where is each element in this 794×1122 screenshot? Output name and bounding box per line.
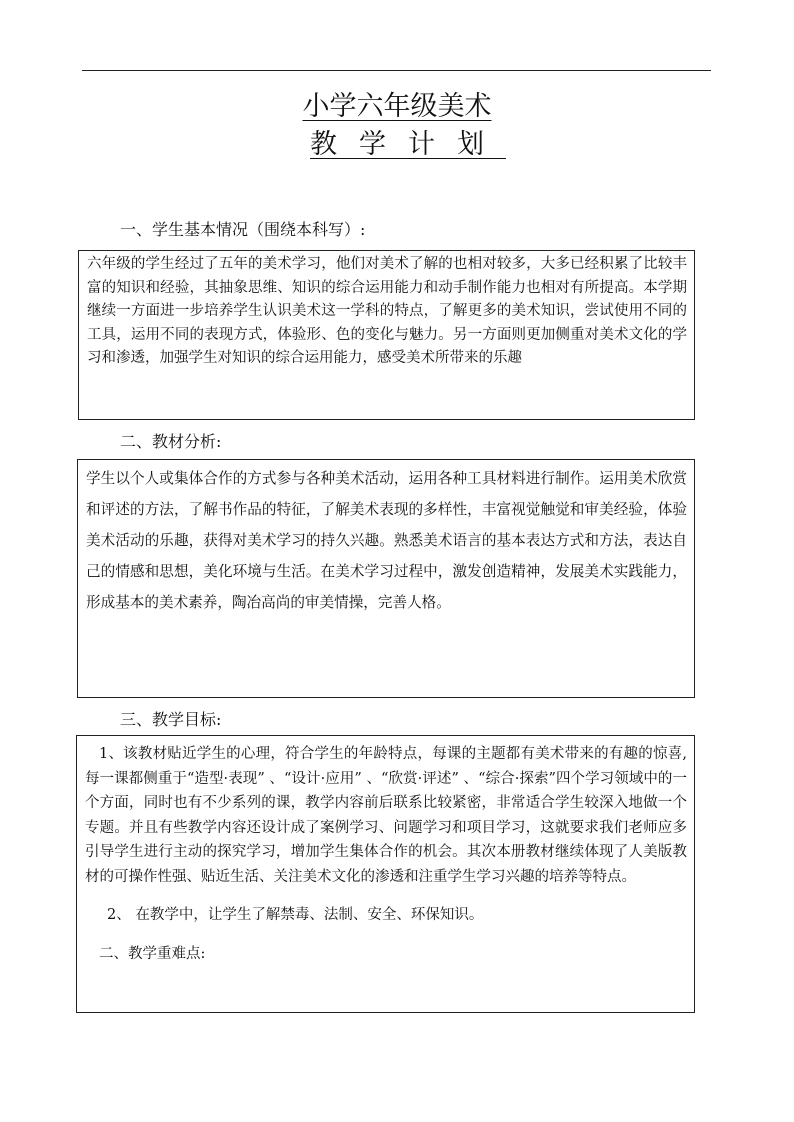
section-heading-student-situation: 一、学生基本情况（围绕本科写）: xyxy=(120,220,366,239)
textbook-analysis-box xyxy=(77,459,695,698)
document-subtitle: 教学计划 xyxy=(310,129,506,160)
section-heading-teaching-goals: 三、教学目标: xyxy=(120,710,222,729)
document-title: 小学六年级美术 xyxy=(302,91,492,122)
section-heading-textbook-analysis: 二、教材分析: xyxy=(120,432,222,451)
textbook-analysis-text: 学生以个人或集体合作的方式参与各种美术活动，运用各种工具材料进行制作。运用美术欣赏和评述的方法，了解书作品的特征，了解美术表现的多样性，丰富视觉触觉和审美经验，体验美术活动的乐趣，获得对美术学习的持久兴趣。熟悉美术语言的基本表达方式和方法，表达自己的情感和思想，美化环境与生活。在美术学习过程中，激发创造精神，发展美术实践能力，形成基本的美术素养，陶冶高尚的审美情操，完善人格。 xyxy=(86,470,687,611)
teaching-goals-box xyxy=(76,735,695,1013)
student-situation-text: 六年级的学生经过了五年的美术学习，他们对美术了解的也相对较多，大多已经积累了比较丰富的知识和经验，其抽象思维、知识的综合运用能力和动手制作能力也相对有所提高。本学期继续一方面进一步培养学生认识美术这一学科的特点，了解更多的美术知识，尝试使用不同的工具，运用不同的表现方式，体验形、色的变化与魅力。另一方面则更加侧重对美术文化的学习和渗透，加强学生对知识的综合运用能力，感受美术所带来的乐趣 xyxy=(87,256,687,367)
header-rule xyxy=(82,70,711,71)
teaching-goal-item-2: 2、 在教学中，让学生了解禁毒、法制、安全、环保知识。 xyxy=(107,907,484,923)
teaching-goal-item-1: 1、该教材贴近学生的心理，符合学生的年龄特点，每课的主题都有美术带来的有趣的惊喜,每一课都侧重于“造型·表现” 、“设计·应用” 、“欣赏·评述” 、“综合·探索”四个学习领域中的一个方面，同时也有不少系列的课，教学内容前后联系比较紧密，非常适合学生较深入地做一个专题。并且有些教学内容还设计成了案例学习、问题学习和项目学习，这就要求我们老师应多引导学生进行主动的探究学习，增加学生集体合作的机会。其次本册教材继续体现了人美版教材的可操作性强、贴近生活、关注美术文化的渗透和注重学生学习兴趣的培养等特点。 xyxy=(85,746,687,885)
student-situation-box xyxy=(78,250,695,420)
teaching-difficulties-heading: 二、教学重难点: xyxy=(99,945,206,962)
